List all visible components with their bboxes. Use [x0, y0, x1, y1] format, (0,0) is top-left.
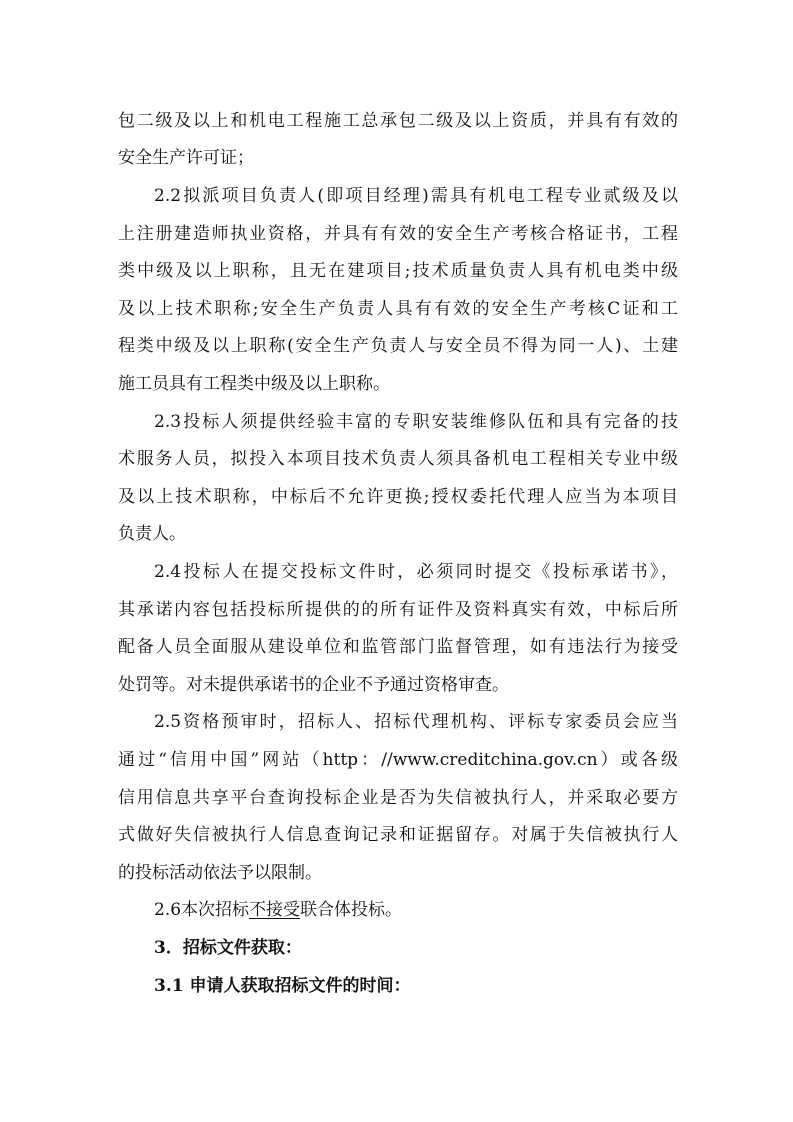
text-line: 配备人员全面服从建设单位和监管部门监督管理，如有违法行为接受: [118, 637, 678, 657]
text-line: 信用信息共享平台查询投标企业是否为失信被执行人，并采取必要方: [118, 788, 678, 808]
text-line: 式做好失信被执行人信息查询记录和证据留存。对属于失信被执行人: [118, 825, 678, 845]
text-line: 通过“信用中国”网站（http：//www.creditchina.gov.cn）或各级: [118, 750, 678, 770]
text-line: 程类中级及以上职称(安全生产负责人与安全员不得为同一人)、土建: [118, 336, 678, 356]
text-line: 的投标活动依法予以限制。: [118, 863, 322, 883]
section-heading-3: 3．招标文件获取：: [154, 938, 302, 958]
text-line-2-6: [154, 898, 678, 922]
text-line: 2.4投标人在提交投标文件时，必须同时提交《投标承诺书》，: [154, 562, 678, 582]
text-line: 2.3投标人须提供经验丰富的专职安装维修队伍和具有完备的技: [154, 412, 678, 432]
text-line: 上注册建造师执业资格，并具有有效的安全生产考核合格证书，工程: [118, 224, 678, 244]
text-line: 包二级及以上和机电工程施工总承包二级及以上资质，并具有有效的: [118, 111, 678, 131]
text-line: 2.2拟派项目负责人(即项目经理)需具有机电工程专业贰级及以: [154, 186, 678, 206]
text-line: 其承诺内容包括投标所提供的的所有证件及资料真实有效，中标后所: [118, 600, 678, 620]
text-line: 2.5资格预审时，招标人、招标代理机构、评标专家委员会应当: [154, 712, 678, 732]
text-line: 及以上技术职称;安全生产负责人具有有效的安全生产考核C证和工: [118, 299, 678, 319]
text-line: 安全生产许可证；: [118, 148, 254, 168]
text-line: 处罚等。对未提供承诺书的企业不予通过资格审查。: [118, 675, 509, 695]
section-heading-3-1: 3.1 申请人获取招标文件的时间：: [154, 976, 411, 996]
text-line: 及以上技术职称，中标后不允许更换;授权委托代理人应当为本项目: [118, 487, 678, 507]
underlined-text: 不接受: [249, 900, 301, 920]
text-line: 负责人。: [118, 524, 186, 544]
text-line: 施工员具有工程类中级及以上职称。: [118, 374, 390, 394]
text-segment: 2.6本次招标: [154, 900, 250, 920]
text-segment: 联合体投标。: [300, 900, 403, 920]
text-line: 术服务人员，拟投入本项目技术负责人须具备机电工程相关专业中级: [118, 449, 678, 469]
text-line: 类中级及以上职称，且无在建项目;技术质量负责人具有机电类中级: [118, 261, 678, 281]
